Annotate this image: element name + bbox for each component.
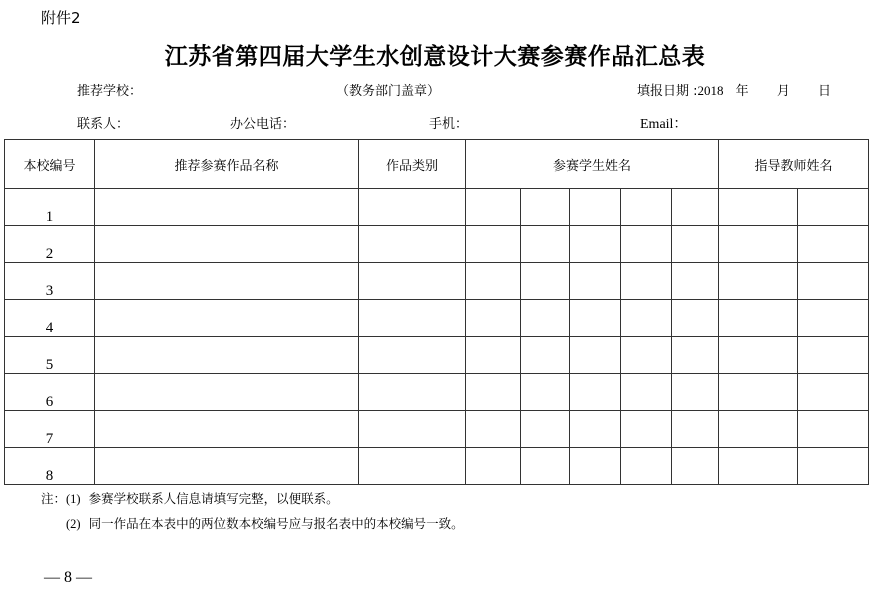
fill-date-label: 填报日期 : [637,84,698,99]
contact-label: 联系人： [77,117,130,132]
row-number: 6 [5,374,95,411]
teacher-cell[interactable] [719,337,798,374]
student-cell[interactable] [672,189,719,226]
student-cell[interactable] [621,226,672,263]
row-number: 7 [5,411,95,448]
teacher-cell[interactable] [719,411,798,448]
student-cell[interactable] [672,226,719,263]
student-cell[interactable] [466,374,521,411]
note-2-text: 同一作品在本表中的两位数本校编号应与报名表中的本校编号一致。 [88,516,464,531]
student-cell[interactable] [621,300,672,337]
category-cell[interactable] [359,189,466,226]
category-cell[interactable] [359,448,466,485]
teacher-cell[interactable] [719,448,798,485]
teacher-cell[interactable] [798,337,869,374]
student-cell[interactable] [521,226,570,263]
col-header-category: 作品类别 [359,140,466,189]
student-cell[interactable] [521,411,570,448]
table-row [5,263,869,300]
student-cell[interactable] [621,374,672,411]
student-cell[interactable] [621,448,672,485]
teacher-cell[interactable] [798,189,869,226]
student-cell[interactable] [466,337,521,374]
teacher-cell[interactable] [798,448,869,485]
table-row [5,226,869,263]
student-cell[interactable] [672,448,719,485]
table-row [5,448,869,485]
student-cell[interactable] [521,337,570,374]
student-cell[interactable] [466,226,521,263]
note-prefix: 注： [41,491,67,506]
page-title: 江苏省第四届大学生水创意设计大赛参赛作品汇总表 [164,44,706,70]
category-cell[interactable] [359,226,466,263]
note-1-num: (1) [66,492,81,506]
student-cell[interactable] [466,448,521,485]
note-2-num: (2) [66,517,81,531]
student-cell[interactable] [672,374,719,411]
work-name-cell[interactable] [95,226,359,263]
email-label: Email： [640,117,688,132]
teacher-cell[interactable] [798,263,869,300]
col-header-school-number: 本校编号 [5,140,95,189]
student-cell[interactable] [621,189,672,226]
note-1 [41,489,339,507]
work-name-cell[interactable] [95,337,359,374]
student-cell[interactable] [570,411,621,448]
fill-year: 2018 [697,83,724,98]
year-char: 年 [735,84,749,99]
teacher-cell[interactable] [719,263,798,300]
category-cell[interactable] [359,337,466,374]
row-number: 1 [5,189,95,226]
student-cell[interactable] [570,300,621,337]
row-number: 8 [5,448,95,485]
student-cell[interactable] [570,189,621,226]
work-name-cell[interactable] [95,189,359,226]
student-cell[interactable] [672,300,719,337]
table-row [5,411,869,448]
table-row [5,189,869,226]
category-cell[interactable] [359,300,466,337]
student-cell[interactable] [621,411,672,448]
student-cell[interactable] [570,337,621,374]
note-2 [66,514,464,532]
summary-table [4,139,869,485]
work-name-cell[interactable] [95,300,359,337]
page-number: — 8 — [44,569,92,586]
row-number: 2 [5,226,95,263]
teacher-cell[interactable] [719,374,798,411]
student-cell[interactable] [570,226,621,263]
work-name-cell[interactable] [95,411,359,448]
table-row [5,337,869,374]
student-cell[interactable] [466,263,521,300]
row-number: 5 [5,337,95,374]
mobile-label: 手机： [429,117,469,132]
category-cell[interactable] [359,263,466,300]
teacher-cell[interactable] [719,300,798,337]
student-cell[interactable] [466,300,521,337]
student-cell[interactable] [672,263,719,300]
phone-label: 办公电话： [230,117,296,132]
teacher-cell[interactable] [719,226,798,263]
work-name-cell[interactable] [95,448,359,485]
student-cell[interactable] [521,300,570,337]
student-cell[interactable] [466,189,521,226]
note-1-text: 参赛学校联系人信息请填写完整，以便联系。 [88,491,339,506]
col-header-students: 参赛学生姓名 [466,140,719,189]
student-cell[interactable] [466,411,521,448]
school-label: 推荐学校： [77,84,143,99]
category-cell[interactable] [359,411,466,448]
student-cell[interactable] [570,448,621,485]
table-row [5,374,869,411]
student-cell[interactable] [672,411,719,448]
fill-date [637,80,831,99]
category-cell[interactable] [359,374,466,411]
student-cell[interactable] [521,448,570,485]
col-header-work-name: 推荐参赛作品名称 [95,140,359,189]
student-cell[interactable] [570,374,621,411]
row-number: 3 [5,263,95,300]
student-cell[interactable] [521,189,570,226]
attachment-label: 附件2 [41,9,81,27]
day-char: 日 [817,84,831,99]
student-cell[interactable] [621,263,672,300]
student-cell[interactable] [521,374,570,411]
teacher-cell[interactable] [798,411,869,448]
row-number: 4 [5,300,95,337]
teacher-cell[interactable] [798,300,869,337]
student-cell[interactable] [521,263,570,300]
teacher-cell[interactable] [798,226,869,263]
student-cell[interactable] [621,337,672,374]
work-name-cell[interactable] [95,374,359,411]
stamp-note: （教务部门盖章） [336,84,441,99]
student-cell[interactable] [570,263,621,300]
table-header-row [5,140,869,189]
work-name-cell[interactable] [95,263,359,300]
col-header-teachers: 指导教师姓名 [719,140,869,189]
month-char: 月 [776,84,790,99]
student-cell[interactable] [672,337,719,374]
teacher-cell[interactable] [798,374,869,411]
teacher-cell[interactable] [719,189,798,226]
table-row [5,300,869,337]
